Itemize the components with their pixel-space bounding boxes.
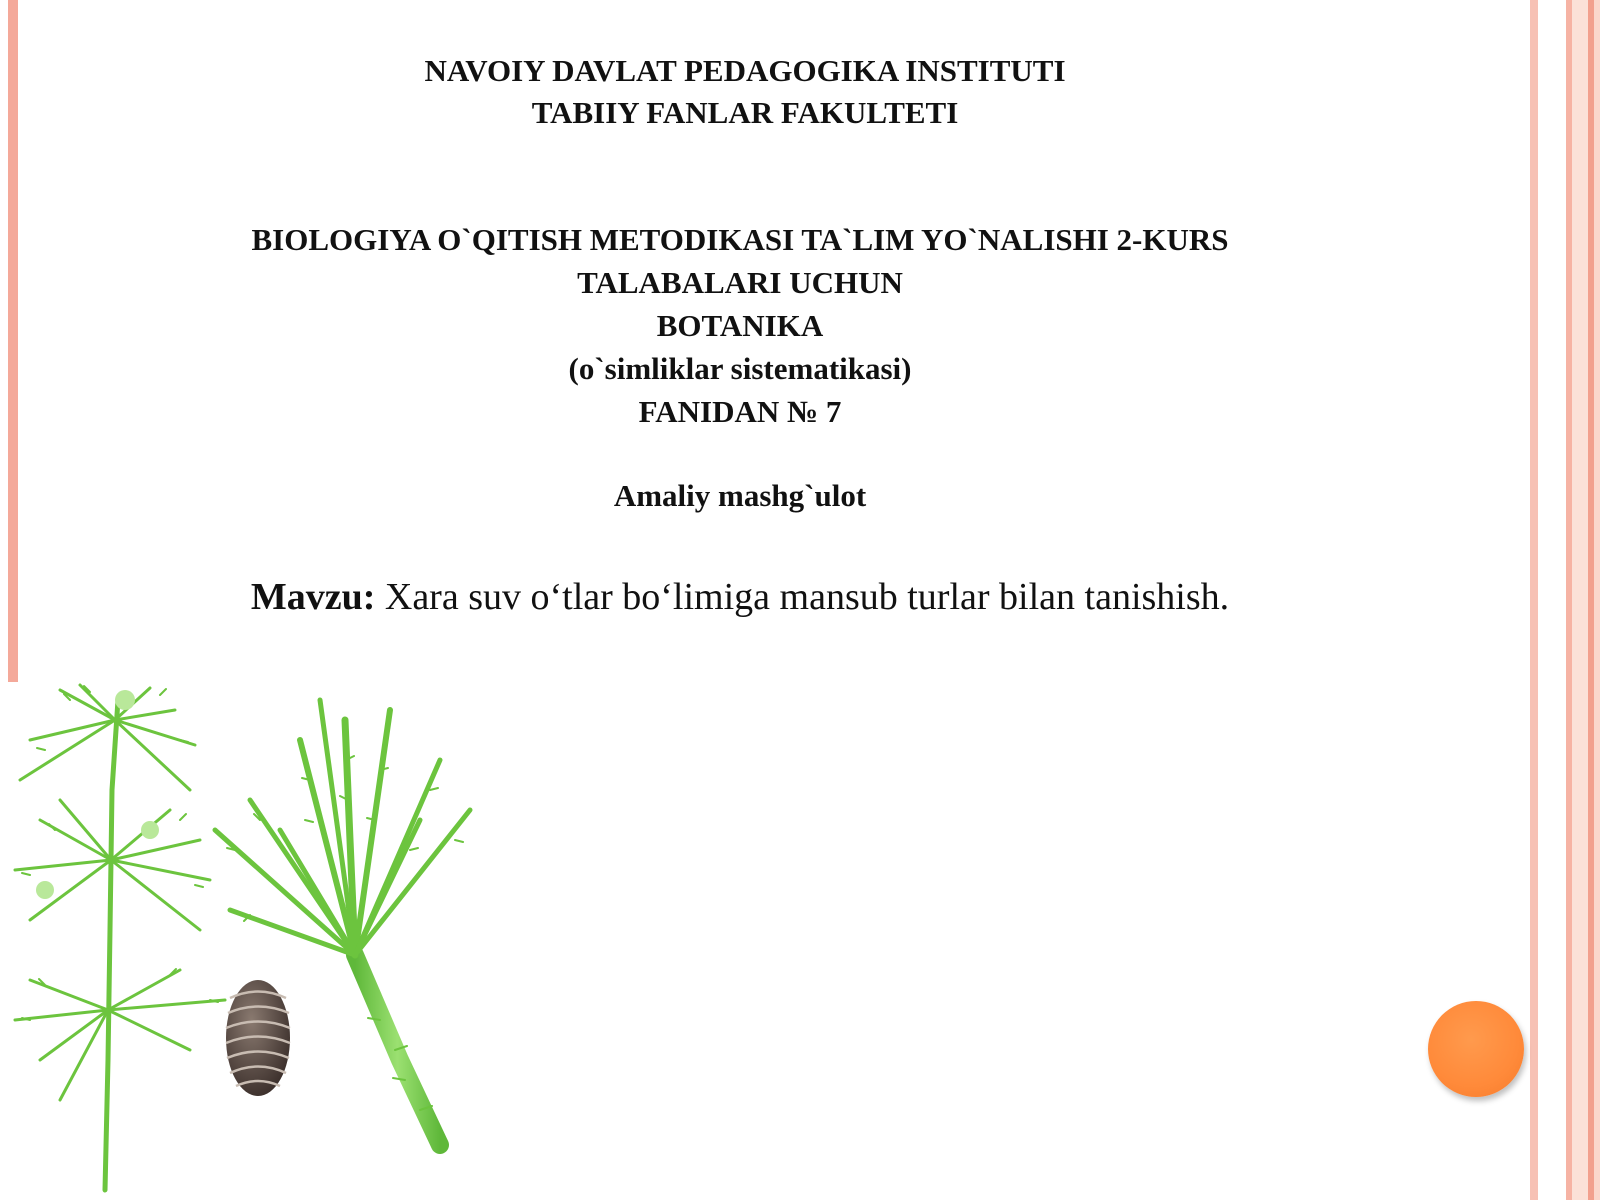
stripe <box>1530 0 1538 1200</box>
course-line-2: TALABALARI UCHUN <box>577 265 903 300</box>
right-decorative-stripes <box>1530 0 1600 1200</box>
topic-text: Xara suv o‘tlar bo‘limiga mansub turlar bilan tanishish. <box>375 576 1230 618</box>
left-accent-bar <box>8 0 18 682</box>
topic <box>80 573 1400 621</box>
institution-header <box>60 50 1430 134</box>
course-title-block <box>60 218 1420 433</box>
stripe <box>1594 0 1600 1200</box>
lesson-type: Amaliy mashg`ulot <box>613 478 867 513</box>
oogonium <box>226 980 290 1096</box>
chara-plant-drawing-icon <box>0 680 500 1200</box>
orange-decorative-circle <box>1428 1001 1524 1097</box>
lesson-number: FANIDAN № 7 <box>638 394 842 429</box>
stripe <box>1538 0 1566 1200</box>
institution-name: NAVOIY DAVLAT PEDAGOGIKA INSTITUTI <box>424 53 1066 88</box>
course-line-1: BIOLOGIYA O`QITISH METODIKASI TA`LIM YO`NALISHI 2-KURS <box>251 222 1229 257</box>
topic-label: Mavzu: <box>250 576 376 618</box>
subject-subtitle: (o`simliklar sistematikasi) <box>568 351 912 386</box>
stripe <box>1572 0 1588 1200</box>
faculty-name: TABIIY FANLAR FAKULTETI <box>531 95 959 130</box>
subject-name: BOTANIKA <box>656 308 824 343</box>
left-plant <box>15 685 225 1190</box>
